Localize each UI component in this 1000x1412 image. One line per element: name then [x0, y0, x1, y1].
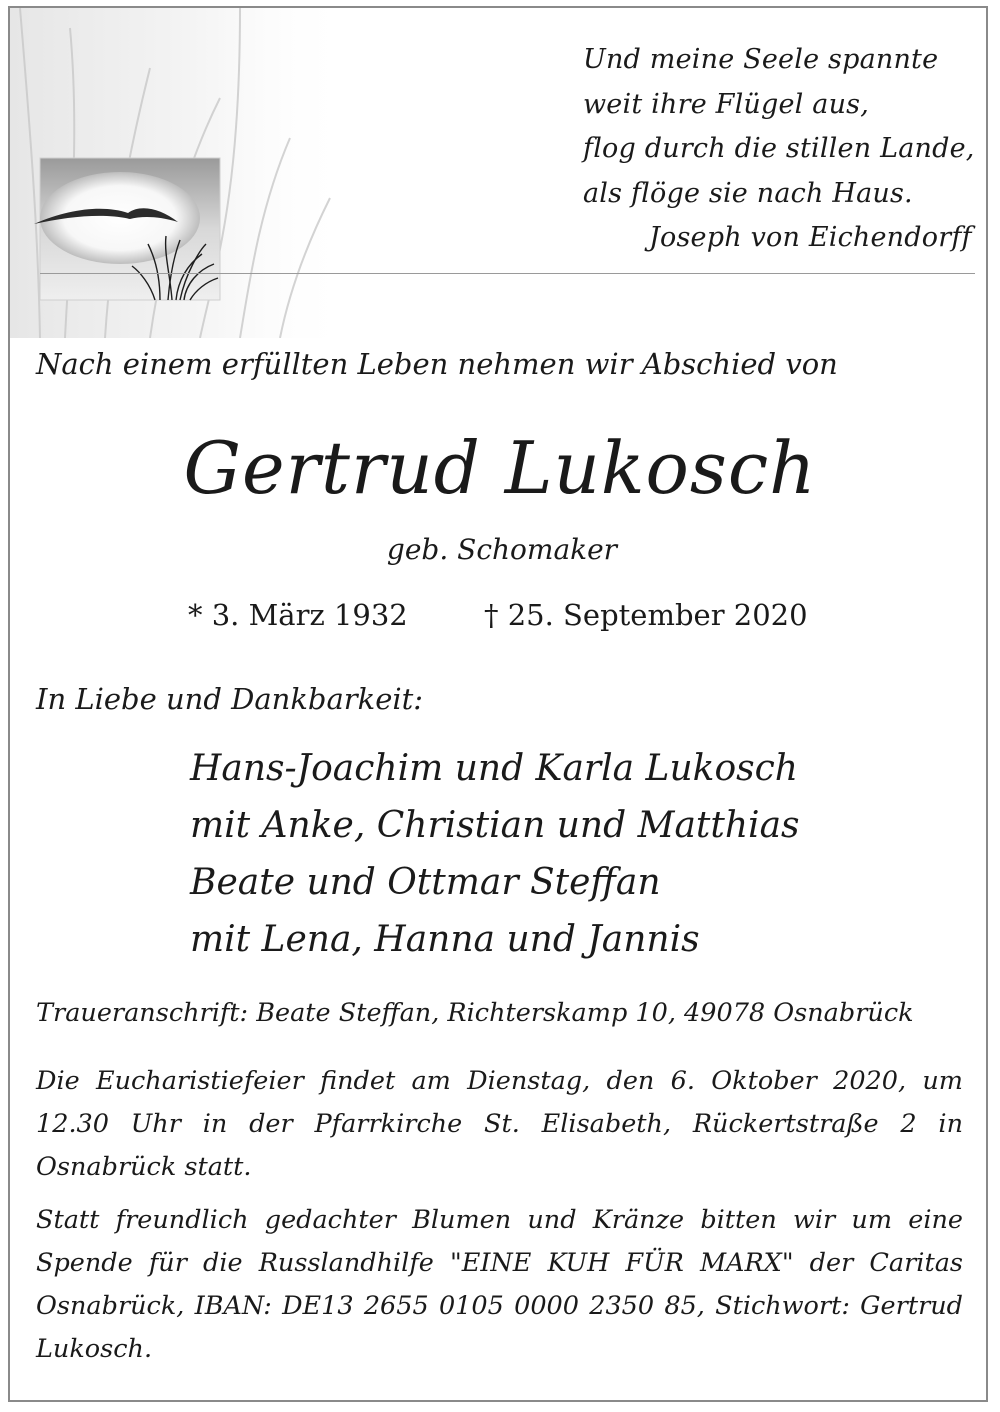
mourner-line: Beate und Ottmar Steffan	[190, 862, 661, 903]
mourner-line: mit Anke, Christian und Matthias	[190, 805, 800, 846]
deceased-name: Gertrud Lukosch	[183, 426, 817, 510]
death-date: † 25. September 2020	[484, 598, 808, 632]
poem-author: Joseph von Eichendorff	[649, 222, 972, 253]
birth-date: * 3. März 1932	[188, 598, 408, 632]
mourners-list	[190, 740, 800, 968]
poem-line: weit ihre Flügel aus,	[583, 88, 870, 120]
mourning-address: Traueranschrift: Beate Steffan, Richterskamp 10, 49078 Osnabrück	[36, 998, 914, 1028]
birth-name: geb. Schomaker	[386, 533, 618, 566]
poem-line: als flöge sie nach Haus.	[583, 177, 913, 209]
poem	[583, 38, 975, 261]
header-divider	[40, 273, 975, 274]
thanks-heading: In Liebe und Dankbarkeit:	[36, 682, 424, 716]
service-info: Die Eucharistiefeier findet am Dienstag, den 6. Oktober 2020, um 12.30 Uhr in der Pfarrkirche St. Elisabeth, Rückertstraße 2 in Osnabrück statt.	[36, 1066, 963, 1182]
poem-line: flog durch die stillen Lande,	[583, 133, 975, 164]
intro-text: Nach einem erfüllten Leben nehmen wir Abschied von	[36, 347, 838, 381]
bird-sun-grass-illustration	[10, 8, 350, 338]
donation-info: Statt freundlich gedachter Blumen und Kränze bitten wir um eine Spende für die Russlandhilfe "EINE KUH FÜR MARX" der Caritas Osnabrück, IBAN: DE13 2655 0105 0000 2350 85, Stichwort: Gertrud Lukosch.	[36, 1205, 963, 1364]
poem-line: Und meine Seele spannte	[583, 44, 939, 75]
mourner-line: Hans-Joachim und Karla Lukosch	[190, 748, 798, 789]
mourner-line: mit Lena, Hanna und Jannis	[190, 919, 700, 960]
